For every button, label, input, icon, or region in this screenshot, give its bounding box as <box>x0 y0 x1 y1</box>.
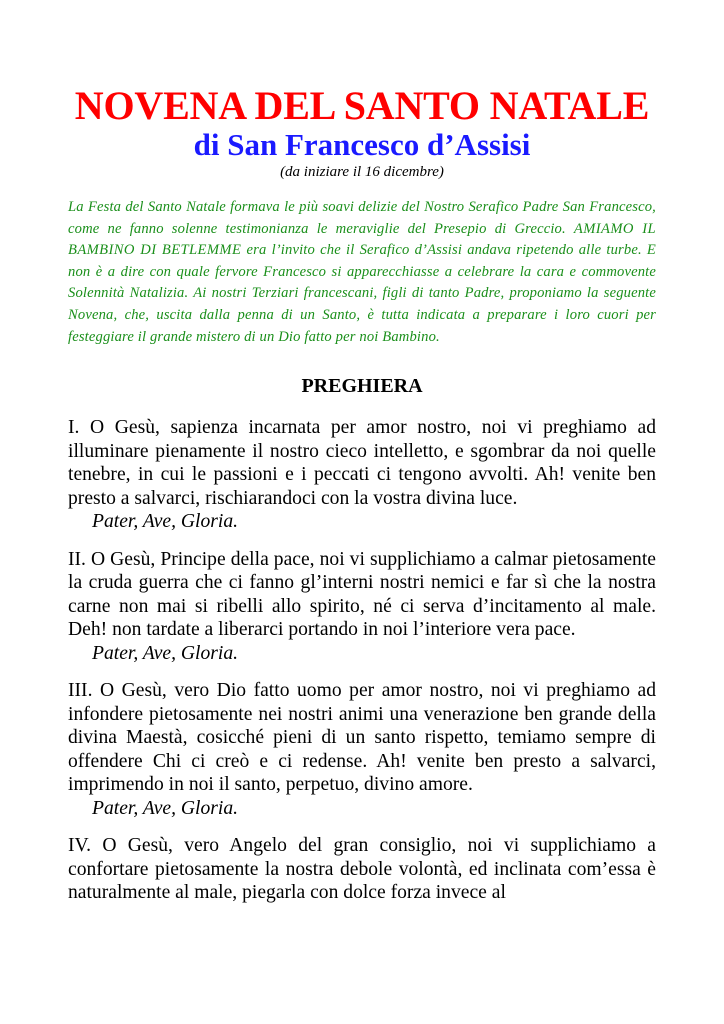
page-subtitle: di San Francesco d’Assisi <box>193 127 531 162</box>
intro-text-caps: AMIAMO IL BAMBINO DI BETLEMME <box>68 220 656 259</box>
section-heading: PREGHIERA <box>301 375 423 398</box>
prayer-paragraph <box>68 834 656 905</box>
intro-text-part1: La Festa del Santo Natale formava le più soavi delizie del Nostro Serafico Padre San Francesco, come ne fanno solenne testimonianza le meraviglie del Presepio di Greccio. <box>68 199 656 237</box>
prayer-response: Pater, Ave, Gloria. <box>92 797 239 819</box>
prayer-text: III. O Gesù, vero Dio fatto uomo per amor nostro, noi vi preghiamo ad infondere pietosamente nei nostri animi una venerazione ben grande della divina Maestà, cosicché pieni di un santo rispetto, temiamo sempre di offendere Chi ci creò e ci redense. Ah! venite ben presto a salvarci, imprimendo in noi il santo, perpetuo, divino amore. <box>68 680 656 796</box>
prayer-text: IV. O Gesù, vero Angelo del gran consiglio, noi vi supplichiamo a confortare pietosamente la nostra debole volontà, ed inclinata com’essa è naturalmente al male, piegarla con dolce forza invece al <box>68 835 656 904</box>
prayer-text: II. O Gesù, Principe della pace, noi vi supplichiamo a calmar pietosamente la cruda guerra che ci fanno gl’interni nostri nemici e far sì che la nostra carne non mai si ribelli allo spirito, né ci serva d’incitamento al male. Deh! non tardate a liberarci portando in noi l’interiore vera pace. <box>68 548 656 641</box>
page-title: NOVENA DEL SANTO NATALE <box>74 83 650 128</box>
start-date-note: (da iniziare il 16 dicembre) <box>280 164 444 180</box>
intro-paragraph <box>68 197 656 348</box>
prayer-text: I. O Gesù, sapienza incarnata per amor nostro, noi vi preghiamo ad illuminare pienamente il nostro cieco intelletto, e sgombrar da noi quelle tenebre, in cui le passioni e i peccati ci tengono avvolti. Ah! venite ben presto a salvarci, rischiarandoci con la vostra divina luce. <box>68 417 656 509</box>
prayer-response: Pater, Ave, Gloria. <box>92 642 239 664</box>
prayer-paragraph <box>68 679 656 820</box>
prayer-paragraph <box>68 416 656 534</box>
prayer-paragraph <box>68 548 656 666</box>
intro-text-part2: era l’invito che il Serafico d’Assisi andava ripetendo alle turbe. E non è a dire con quale fervore Francesco si apparecchiasse a celebrare la cara e commovente Solennità Natalizia. Ai nostri Terziari francescani, figli di tanto Padre, proponiamo la seguente Novena, che, uscita dalla penna di un Santo, è tutta indicata a preparare i loro cuori per festeggiare il grande mistero di un Dio fatto per noi Bambino. <box>68 242 656 345</box>
prayer-response: Pater, Ave, Gloria. <box>92 511 239 533</box>
